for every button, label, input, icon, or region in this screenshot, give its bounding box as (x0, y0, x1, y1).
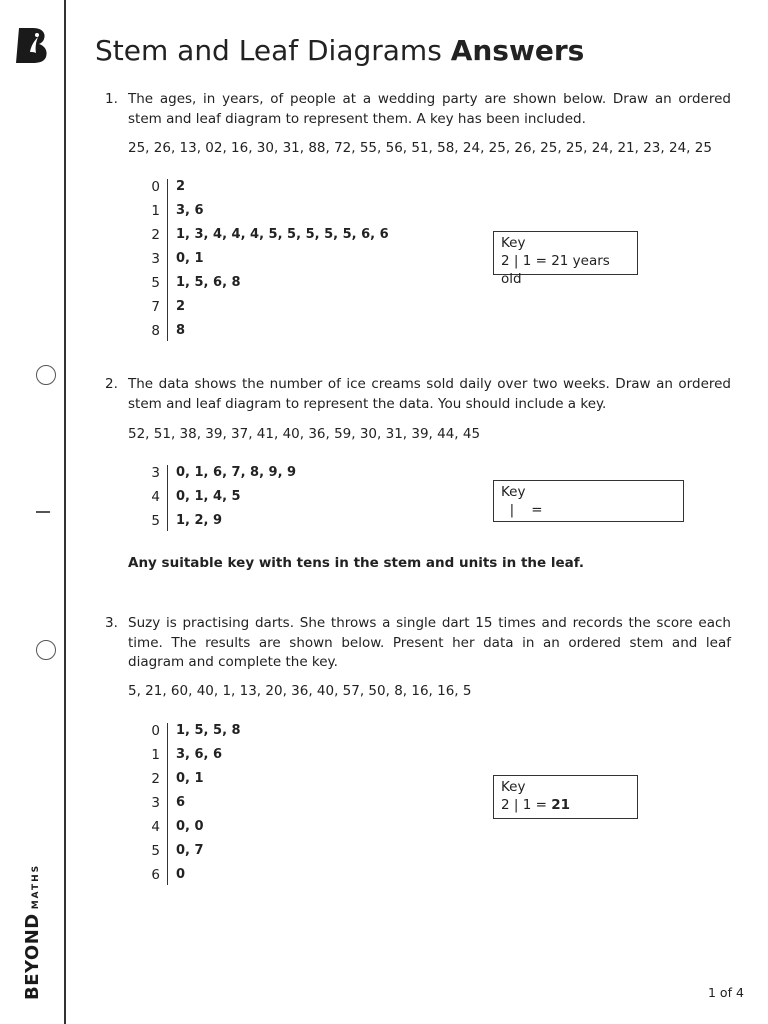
stem-value: 5 (151, 513, 160, 529)
leaf-values: 3, 6, 6 (176, 747, 223, 762)
stem-value: 5 (151, 275, 160, 291)
leaf-values: 2 (176, 179, 186, 194)
stem-divider (167, 179, 168, 341)
leaf-values: 0, 1 (176, 251, 204, 266)
stem-value: 6 (151, 867, 160, 883)
page-title: Stem and Leaf Diagrams Answers (95, 34, 585, 67)
question-3: 3. Suzy is practising darts. She throws a single dart 15 times and records the score each time. The results are shown below. Present her data in an ordered stem and leaf diagram and complete the key. (105, 615, 731, 670)
stem-value: 4 (151, 819, 160, 835)
stem-value: 0 (151, 723, 160, 739)
leaf-values: 1, 3, 4, 4, 4, 5, 5, 5, 5, 5, 6, 6 (176, 227, 389, 242)
stem-value: 1 (151, 747, 160, 763)
brand-wordmark: BEYONDMATHS (22, 863, 43, 1000)
stem-value: 1 (151, 203, 160, 219)
leaf-values: 0, 1 (176, 771, 204, 786)
punch-hole-icon (36, 640, 56, 660)
stem-value: 4 (151, 489, 160, 505)
leaf-values: 0, 7 (176, 843, 204, 858)
fold-mark (36, 511, 50, 513)
leaf-values: 6 (176, 795, 186, 810)
leaf-values: 1, 5, 6, 8 (176, 275, 241, 290)
page-number: 1 of 4 (708, 985, 744, 1000)
leaf-values: 0, 1, 4, 5 (176, 489, 241, 504)
punch-hole-icon (36, 365, 56, 385)
stem-value: 3 (151, 251, 160, 267)
leaf-values: 0 (176, 867, 186, 882)
key-box-2: Key | = (493, 480, 684, 522)
stem-value: 8 (151, 323, 160, 339)
leaf-values: 0, 1, 6, 7, 8, 9, 9 (176, 465, 297, 480)
stem-divider (167, 723, 168, 885)
key-note: Any suitable key with tens in the stem and units in the leaf. (128, 555, 585, 571)
key-box-1: Key 2 | 1 = 21 years old (493, 231, 638, 275)
stem-value: 3 (151, 465, 160, 481)
stem-divider (167, 465, 168, 531)
beyond-logo-icon (16, 26, 50, 64)
stem-value: 7 (151, 299, 160, 315)
stem-value: 2 (151, 227, 160, 243)
leaf-values: 1, 5, 5, 8 (176, 723, 241, 738)
stem-value: 2 (151, 771, 160, 787)
question-1-data: 25, 26, 13, 02, 16, 30, 31, 88, 72, 55, 56, 51, 58, 24, 25, 26, 25, 25, 24, 21, 23, 24, 25 (128, 140, 712, 156)
stem-value: 3 (151, 795, 160, 811)
leaf-values: 0, 0 (176, 819, 204, 834)
leaf-values: 2 (176, 299, 186, 314)
question-1: 1. The ages, in years, of people at a wedding party are shown below. Draw an ordered stem and leaf diagram to represent them. A key has been included. (105, 91, 731, 127)
margin-line (64, 0, 66, 1024)
key-box-3: Key 2 | 1 = 21 (493, 775, 638, 819)
stem-value: 0 (151, 179, 160, 195)
stem-value: 5 (151, 843, 160, 859)
leaf-values: 1, 2, 9 (176, 513, 223, 528)
leaf-values: 8 (176, 323, 186, 338)
leaf-values: 3, 6 (176, 203, 204, 218)
question-2: 2. The data shows the number of ice creams sold daily over two weeks. Draw an ordered stem and leaf diagram to represent the data. You should include a key. (105, 376, 731, 412)
question-2-data: 52, 51, 38, 39, 37, 41, 40, 36, 59, 30, 31, 39, 44, 45 (128, 426, 481, 442)
question-3-data: 5, 21, 60, 40, 1, 13, 20, 36, 40, 57, 50, 8, 16, 16, 5 (128, 683, 472, 699)
